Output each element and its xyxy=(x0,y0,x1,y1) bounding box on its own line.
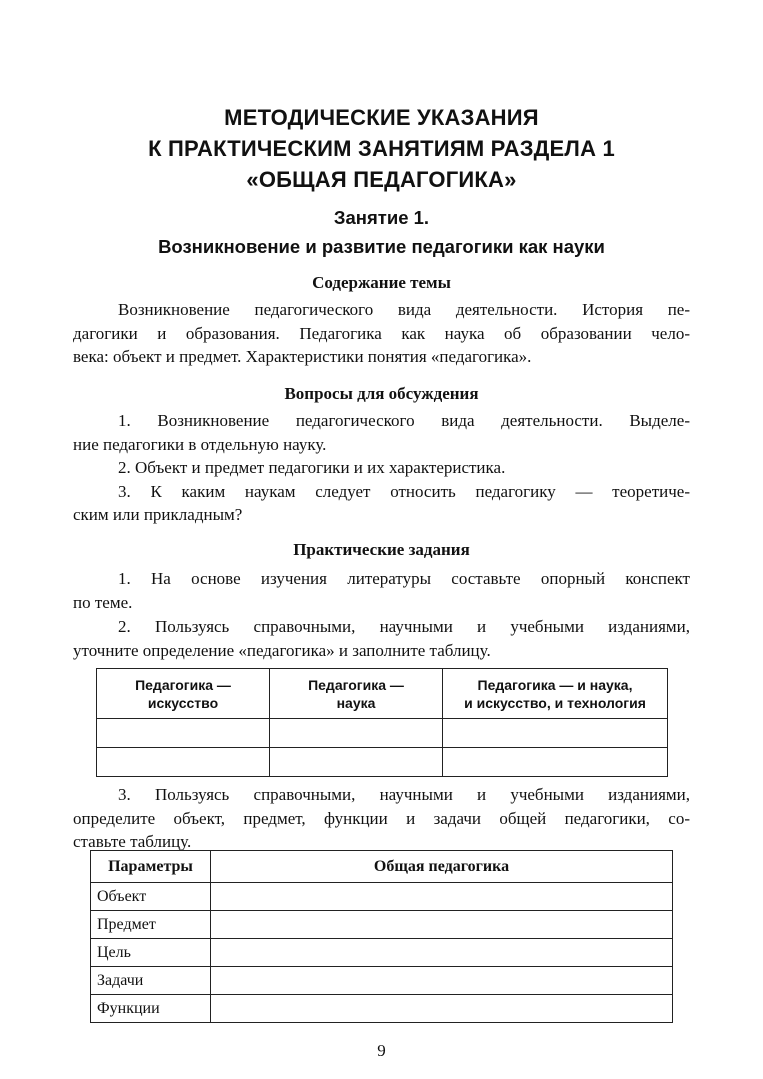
table-row xyxy=(97,748,668,777)
lesson-title: Возникновение и развитие педагогики как науки xyxy=(158,236,605,257)
task-2-line-1: 2. Пользуясь справочными, научными и учебными изданиями, xyxy=(118,617,690,636)
tasks-heading: Практические задания xyxy=(293,540,470,559)
text-line: дагогики и образования. Педагогика как наука об образовании чело- xyxy=(73,323,690,343)
page-number: 9 xyxy=(377,1041,386,1060)
empty-cell[interactable] xyxy=(443,719,668,748)
table-row xyxy=(91,995,673,1023)
content-heading: Содержание темы xyxy=(312,273,451,292)
text-line: века: объект и предмет. Характеристики понятия «педагогика». xyxy=(73,347,532,366)
task-2-line-2: уточните определение «педагогика» и заполните таблицу. xyxy=(73,640,491,660)
row-label-object: Объект xyxy=(91,883,211,911)
row-label-subject: Предмет xyxy=(91,911,211,939)
table-row xyxy=(97,719,668,748)
table-header-row xyxy=(91,851,673,883)
empty-cell[interactable] xyxy=(443,748,668,777)
task-1-line-2: по теме. xyxy=(73,592,133,612)
section-title-line-3: «ОБЩАЯ ПЕДАГОГИКА» xyxy=(246,167,517,192)
questions-heading: Вопросы для обсуждения xyxy=(284,384,479,403)
table-row xyxy=(91,939,673,967)
empty-cell[interactable] xyxy=(270,719,443,748)
empty-cell[interactable] xyxy=(97,719,270,748)
header-text: Педагогика — xyxy=(135,676,231,693)
question-3-line-2: ским или прикладным? xyxy=(73,505,243,524)
question-3-line-1: 3. К каким наукам следует относить педагогику — теоретиче- xyxy=(118,481,690,501)
lesson-number: Занятие 1. xyxy=(333,207,430,228)
table-header-row xyxy=(97,669,668,719)
header-text: и искусство, и технология xyxy=(464,694,646,711)
text-line: Возникновение педагогического вида деятельности. История пе- xyxy=(118,300,690,319)
table-row xyxy=(91,967,673,995)
header-cell-general-pedagogy: Общая педагогика xyxy=(211,851,673,883)
section-title-line-1: МЕТОДИЧЕСКИЕ УКАЗАНИЯ xyxy=(224,105,539,130)
section-title xyxy=(0,102,763,195)
task-3-line-2: определите объект, предмет, функции и задачи общей педагогики, со- xyxy=(73,808,690,828)
header-cell-art xyxy=(97,669,270,719)
section-title-line-2: К ПРАКТИЧЕСКИМ ЗАНЯТИЯМ РАЗДЕЛА 1 xyxy=(148,136,615,161)
task-2 xyxy=(73,615,690,662)
empty-cell[interactable] xyxy=(211,995,673,1023)
questions-list xyxy=(73,409,690,527)
header-text: Педагогика — и наука, xyxy=(477,676,633,693)
header-cell-combined xyxy=(443,669,668,719)
empty-cell[interactable] xyxy=(211,967,673,995)
task-3-line-1: 3. Пользуясь справочными, научными и учебными изданиями, xyxy=(118,785,690,804)
task-1-line-1: 1. На основе изучения литературы составьте опорный конспект xyxy=(118,569,690,588)
question-2: 2. Объект и предмет педагогики и их характеристика. xyxy=(118,458,506,477)
header-cell-science xyxy=(270,669,443,719)
row-label-functions: Функции xyxy=(91,995,211,1023)
table-row xyxy=(91,883,673,911)
question-1-line-2: ние педагогики в отдельную науку. xyxy=(73,434,327,454)
empty-cell[interactable] xyxy=(211,911,673,939)
row-label-goal: Цель xyxy=(91,939,211,967)
task-3-line-3: ставьте таблицу. xyxy=(73,832,192,851)
table-row xyxy=(91,911,673,939)
header-text: наука xyxy=(336,694,376,711)
content-paragraph xyxy=(73,298,690,369)
lesson-heading xyxy=(0,203,763,261)
empty-cell[interactable] xyxy=(270,748,443,777)
general-pedagogy-table xyxy=(90,850,673,1023)
empty-cell[interactable] xyxy=(97,748,270,777)
task-3 xyxy=(73,783,690,854)
empty-cell[interactable] xyxy=(211,883,673,911)
row-label-tasks: Задачи xyxy=(91,967,211,995)
task-1 xyxy=(73,567,690,614)
header-text: искусство xyxy=(147,694,219,711)
header-text: Педагогика — xyxy=(308,676,404,693)
empty-cell[interactable] xyxy=(211,939,673,967)
header-cell-parameters: Параметры xyxy=(91,851,211,883)
pedagogy-definition-table xyxy=(96,668,668,777)
question-1-line-1: 1. Возникновение педагогического вида деятельности. Выделе- xyxy=(118,411,690,430)
